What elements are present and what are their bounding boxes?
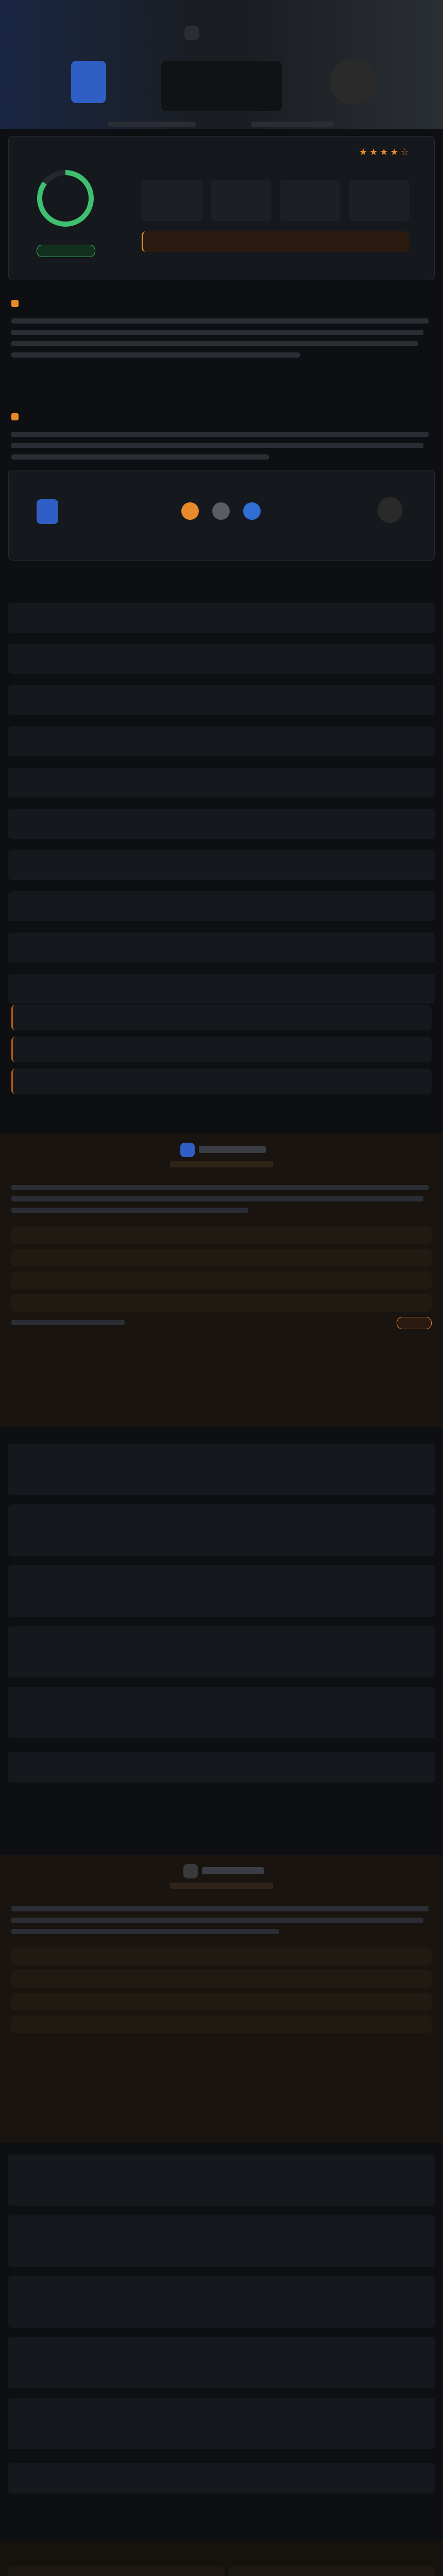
h2h-text-line [11, 432, 429, 437]
read-more-button[interactable] [397, 1317, 432, 1329]
stat-box-probability [280, 180, 340, 221]
prediction-card [8, 136, 435, 280]
away-analysis-point [11, 2015, 432, 2033]
home-analysis-logo [180, 1143, 195, 1157]
prediction-summary [142, 231, 410, 252]
h2h-match-row[interactable] [8, 726, 435, 756]
hero-section [0, 0, 443, 129]
away-form-match[interactable] [8, 2276, 435, 2328]
overview-text-line [11, 330, 423, 335]
recent-h2h-section [0, 470, 443, 583]
away-form-match[interactable] [8, 2215, 435, 2267]
h2h-summary-card [8, 470, 435, 561]
stat-box-corners [349, 180, 410, 221]
home-form-summary [8, 1752, 435, 1783]
analysis-panel [229, 2566, 435, 2576]
home-analysis-title [199, 1146, 266, 1153]
overview-text-line [11, 352, 300, 358]
h2h-match-row[interactable] [8, 933, 435, 962]
home-analysis-text-line [11, 1185, 429, 1190]
home-analysis-point [11, 1294, 432, 1312]
away-analysis-section [0, 1855, 443, 2143]
home-analysis-point [11, 1249, 432, 1266]
h2h-match-list [0, 592, 443, 1025]
match-score-card [161, 61, 282, 111]
home-analysis-tags [170, 1161, 273, 1167]
h2h-match-row[interactable] [8, 891, 435, 921]
h2h-match-row[interactable] [8, 603, 435, 633]
h2h-text-line [11, 443, 423, 448]
home-analysis-author [11, 1320, 125, 1325]
home-analysis-point [11, 1272, 432, 1289]
away-form-match[interactable] [8, 2398, 435, 2449]
home-analysis-section [0, 1133, 443, 1427]
away-form-match[interactable] [8, 2155, 435, 2206]
home-form-match[interactable] [8, 1687, 435, 1738]
key-factors-section [0, 979, 443, 1113]
h2h-match-row[interactable] [8, 850, 435, 880]
h2h-icon [11, 413, 19, 420]
home-form-section [0, 1417, 443, 1844]
site-logo [184, 26, 199, 40]
key-factor-item [11, 1037, 432, 1062]
away-analysis-tags [170, 1883, 273, 1889]
away-form-section [0, 2128, 443, 2540]
away-team-logo [330, 59, 377, 105]
h2h-match-row[interactable] [8, 644, 435, 674]
overview-text-line [11, 341, 418, 346]
h2h-away-logo [378, 497, 402, 523]
h2h-match-row[interactable] [8, 768, 435, 798]
key-factor-item [11, 1005, 432, 1030]
away-analysis-point [11, 1970, 432, 1988]
home-form-match[interactable] [8, 1444, 435, 1495]
away-analysis-text-line [11, 1906, 429, 1911]
home-analysis-text-line [11, 1208, 248, 1213]
h2h-home-wins [181, 502, 199, 520]
overview-icon [11, 300, 19, 307]
away-analysis-logo [183, 1864, 198, 1878]
h2h-match-row[interactable] [8, 809, 435, 839]
h2h-text-line [11, 454, 269, 460]
h2h-home-logo [37, 499, 58, 524]
h2h-match-row[interactable] [8, 685, 435, 715]
home-form-match[interactable] [8, 1565, 435, 1617]
away-analysis-point [11, 1993, 432, 2010]
home-form-match[interactable] [8, 1504, 435, 1556]
rating-stars: ★★★★☆ [359, 147, 411, 158]
h2h-draws [212, 502, 230, 520]
confidence-badge [37, 245, 95, 257]
away-analysis-text-line [11, 1929, 279, 1934]
home-analysis-point [11, 1226, 432, 1244]
match-date-info [108, 122, 196, 127]
home-analysis-text-line [11, 1196, 423, 1201]
analysis-panel [8, 2566, 225, 2576]
away-analysis-text-line [11, 1918, 423, 1923]
stat-box-goals [211, 180, 271, 221]
away-analysis-point [11, 1947, 432, 1965]
home-team-logo [71, 61, 106, 103]
overview-text-line [11, 318, 429, 324]
away-analysis-title [202, 1867, 264, 1874]
confidence-gauge [35, 167, 96, 229]
home-form-match[interactable] [8, 1626, 435, 1677]
overview-section [0, 294, 443, 402]
away-form-match[interactable] [8, 2337, 435, 2388]
match-venue-info [251, 122, 334, 127]
h2h-away-wins [243, 502, 261, 520]
analysis-section [0, 2540, 443, 2576]
stat-box-score [142, 180, 202, 221]
key-factor-item [11, 1069, 432, 1094]
away-form-summary [8, 2463, 435, 2494]
